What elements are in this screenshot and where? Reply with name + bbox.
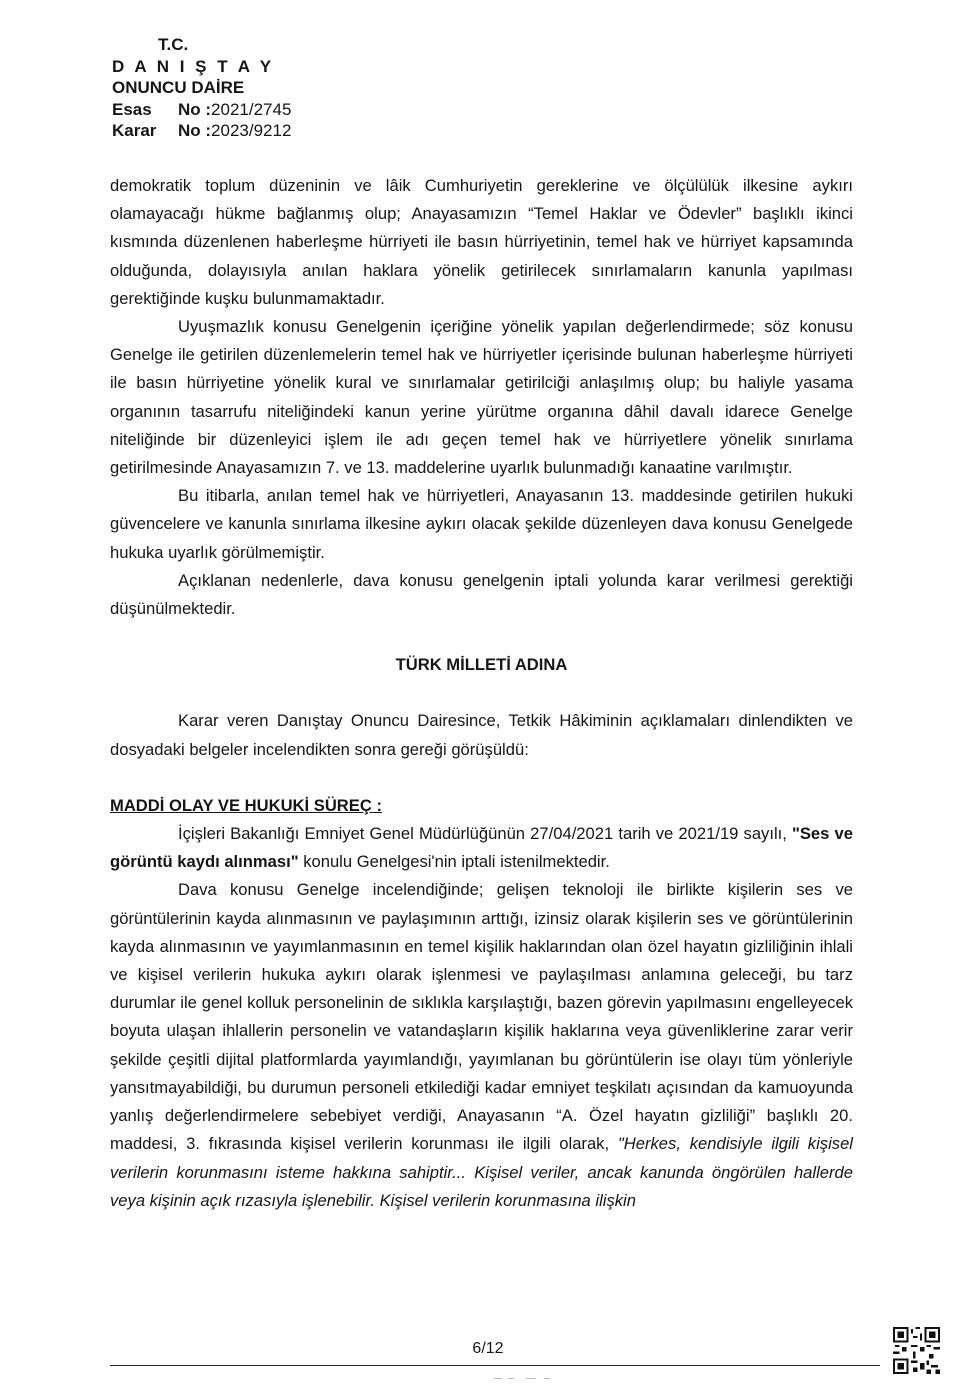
paragraph-7: [110, 876, 853, 1214]
section-heading-nation: TÜRK MİLLETİ ADINA: [395, 655, 568, 675]
karar-row: [112, 120, 291, 142]
circular-title: "Ses ve görüntü kaydı alınması": [110, 824, 853, 872]
karar-no-label: No :: [178, 121, 212, 140]
chamber-name: ONUNCU DAİRE: [112, 78, 245, 97]
spacer: [110, 623, 853, 651]
scan-artifact: [494, 1377, 554, 1380]
section-heading-facts: [110, 792, 853, 820]
esas-label: Esas: [112, 99, 152, 119]
facts-heading-text: MADDİ OLAY VE HUKUKİ SÜREÇ :: [110, 795, 382, 815]
paragraph-1: demokratik toplum düzeninin ve lâik Cumhuriyetin gereklerine ve ölçülülük ilkesine aykırı olamayacağı hükme bağlanmış olup; Anayasamızın “Temel Haklar ve Ödevler” başlıklı ikinci kısmında düzenlenen haberleşme hürriyeti ile basın hürriyetinin, temel hak ve hürriyet kapsamında olduğunda, dolayısıyla anılan haklara yönelik getirilecek sınırlamaların kanunla yapılması gerektiğinde kuşku bulunmamaktadır.: [110, 176, 853, 308]
footer-divider: [110, 1365, 880, 1366]
esas-number: 2021/2745: [211, 99, 292, 119]
esas-no-label: No :: [178, 99, 212, 119]
esas-row: [112, 99, 291, 121]
spacer: [110, 764, 853, 792]
court-name: D A N I Ş T A Y: [112, 56, 275, 76]
paragraph-7-text: Dava konusu Genelge incelendiğinde; gelişen teknoloji ile birlikte kişilerin ses ve görüntülerinin kayda alınmasının ve paylaşımının arttığı, izinsiz olarak kişilerin ses ve görüntülerinin kayda alınmasının ve yayımlanmasının en temel kişilik haklarından olan özel hayatın gizliliğinin ihlali ve kişisel verilerin hukuka aykırı olarak işlenmesi ve paylaşılması anlamına geleceği, bu tarz durumlar ile genel kolluk personelinin de sıklıkla karşılaştığı, bazen görevin yapılmasını engelleyecek boyuta ulaşan ihlallerin personelin ve vatandaşların kişilik haklarına veya güvenliklerine zarar verir şekilde çeşitli dijital platformlarda yayımlandığı, yayımlanan bu görüntülerin ise olayı tüm yönleriyle yansıtmayabildiği, bu durumun personeli etkilediği kadar emniyet teşkilatı açısından da kamuoyunda yanlış değerlendirmelere sebebiyet verdiği, Anayasanın “A. Özel hayatın gizliliği” başlıklı 20. maddesi, 3. fıkrasında kişisel verilerin korunması ile ilgili olarak,: [110, 880, 853, 1154]
karar-label: Karar: [112, 121, 157, 140]
paragraph-6-text: İçişleri Bakanlığı Emniyet Genel Müdürlüğünün 27/04/2021 tarih ve 2021/19 sayılı,: [178, 824, 792, 844]
paragraph-2: Uyuşmazlık konusu Genelgenin içeriğine yönelik yapılan değerlendirmede; söz konusu Genelge ile getirilen düzenlemelerin temel hak ve hürriyetler içerisinde bulunan haberleşme hürriyeti ile basın hürriyetine yönelik kural ve sınırlamalar getirilciği anlaşılmış olup; bu haliyle yasama organının tasarrufu niteliğindeki kanun yerine yürütme organına dâhil davalı idarece Genelge niteliğinde bir düzenleyici işlem ile adı geçen temel hak ve hürriyetlere yönelik sınırlama getirilmesinde Anayasamızın 7. ve 13. maddelerine uyarlık bulunmadığı kanaatine varılmıştır.: [110, 317, 853, 478]
paragraph-3: Bu itibarla, anılan temel hak ve hürriyetleri, Anayasanın 13. maddesinde getirilen hukuki güvencelere ve kanunla sınırlama ilkesine aykırı olacak şekilde düzenleyen dava konusu Genelgede hukuka uyarlık görülmemiştir.: [110, 486, 853, 562]
paragraph-6: [110, 820, 853, 876]
qr-code-icon: [893, 1327, 940, 1374]
spacer: [110, 679, 853, 707]
page-number: 6/12: [472, 1340, 504, 1357]
document-header: [112, 34, 291, 142]
document-body: [110, 172, 853, 1215]
tc-label: T.C.: [158, 35, 189, 54]
constitution-quote: "Herkes, kendisiyle ilgili kişisel verilerin korunmasını isteme hakkına sahiptir... Kişisel veriler, ancak kanunda öngörülen hallerde veya kişinin açık rızasıyla işlenebilir. Kişisel verilerin korunmasına ilişkin: [110, 1134, 853, 1210]
paragraph-6-tail: konulu Genelgesi'nin iptali istenilmektedir.: [298, 852, 610, 872]
karar-number: 2023/9212: [211, 121, 292, 140]
paragraph-5: Karar veren Danıştay Onuncu Dairesince, Tetkik Hâkiminin açıklamaları dinlendikten ve dosyadaki belgeler incelendikten sonra gereği görüşüldü:: [110, 711, 853, 759]
paragraph-4: Açıklanan nedenlerle, dava konusu genelgenin iptali yolunda karar verilmesi gerektiği düşünülmektedir.: [110, 570, 853, 619]
